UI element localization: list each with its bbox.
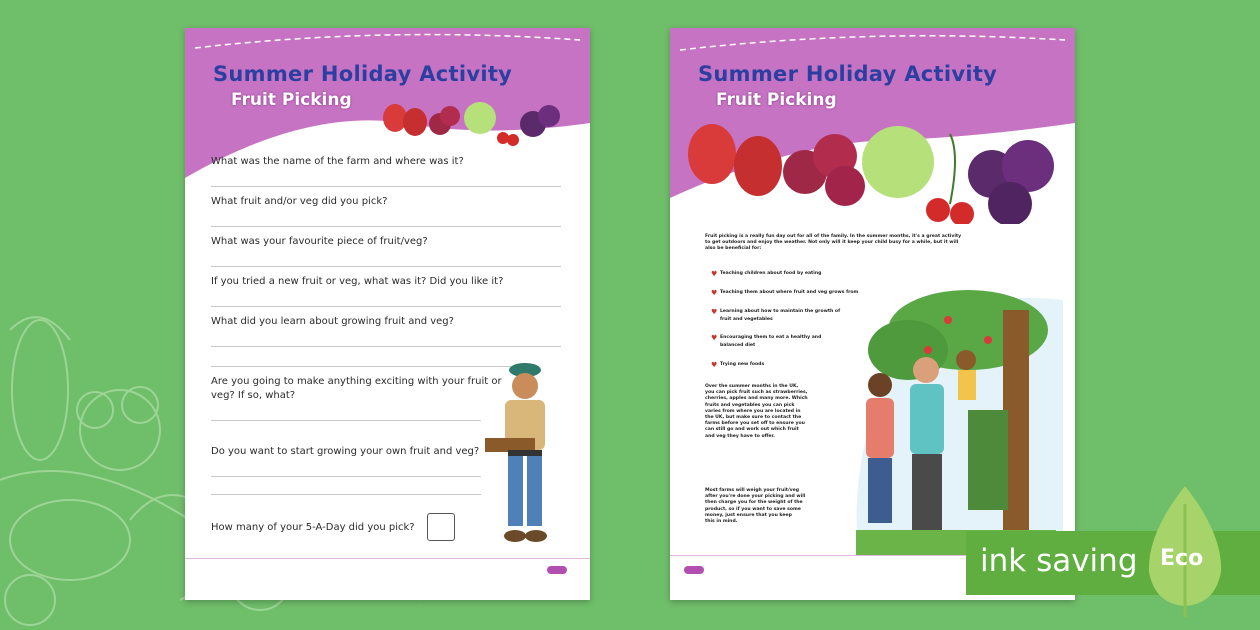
heart-bullet-icon: ♥ bbox=[711, 361, 718, 369]
paragraph-line: Most farms will weigh your fruit/veg bbox=[705, 488, 800, 493]
paragraph-line: fruits and vegetables you can pick bbox=[705, 402, 795, 408]
paragraph-line: product, so if you want to save some bbox=[705, 506, 801, 512]
question-2: What fruit and/or veg did you pick? bbox=[211, 196, 388, 207]
question-6: Are you going to make anything exciting with your fruit or bbox=[211, 376, 502, 387]
answer-line[interactable] bbox=[211, 476, 481, 477]
question-3: What was your favourite piece of fruit/veg? bbox=[211, 236, 428, 247]
heart-bullet-icon: ♥ bbox=[711, 289, 718, 297]
heart-bullet-icon: ♥ bbox=[711, 270, 718, 278]
bullet-item: Teaching children about food by eating bbox=[720, 271, 822, 276]
family-picking-apples-illustration bbox=[848, 290, 1063, 560]
page-title: Summer Holiday Activity bbox=[213, 62, 513, 86]
worksheet-questions-page bbox=[185, 28, 590, 600]
paragraph-line: this in mind. bbox=[705, 519, 738, 525]
paragraph-line: cherries, apples and many more. Which bbox=[705, 396, 808, 402]
answer-line[interactable] bbox=[211, 420, 481, 421]
intro-line: also be beneficial for: bbox=[705, 246, 762, 252]
question-7: Do you want to start growing your own fruit and veg? bbox=[211, 446, 480, 457]
answer-line[interactable] bbox=[211, 306, 561, 307]
answer-line[interactable] bbox=[211, 346, 561, 347]
question-5: What did you learn about growing fruit and veg? bbox=[211, 316, 454, 327]
heart-bullet-icon: ♥ bbox=[711, 308, 718, 316]
bullet-item-continued: balanced diet bbox=[720, 343, 756, 348]
ink-saving-label: ink saving bbox=[980, 543, 1138, 579]
question-1: What was the name of the farm and where was it? bbox=[211, 156, 464, 167]
paragraph-line: money, just ensure that you keep bbox=[705, 512, 792, 518]
page-subtitle: Fruit Picking bbox=[716, 90, 837, 110]
fruit-illustration bbox=[680, 114, 1070, 224]
answer-line[interactable] bbox=[211, 366, 511, 367]
answer-line[interactable] bbox=[211, 186, 561, 187]
paragraph-line: Over the summer months in the UK, bbox=[705, 384, 799, 389]
paragraph-line: and veg they have to offer. bbox=[705, 433, 775, 439]
page-subtitle: Fruit Picking bbox=[231, 90, 352, 110]
paragraph-line: farms before you set off to ensure you bbox=[705, 421, 805, 427]
eco-label: Eco bbox=[1160, 546, 1204, 571]
paragraph-3 bbox=[705, 488, 850, 525]
fruit-illustration bbox=[375, 96, 575, 156]
page-title: Summer Holiday Activity bbox=[698, 62, 998, 86]
farmer-illustration bbox=[480, 358, 570, 553]
bullet-item: Trying new foods bbox=[720, 362, 765, 367]
bullet-item: Teaching them about where fruit and veg grows from bbox=[720, 290, 859, 295]
answer-line[interactable] bbox=[211, 266, 561, 267]
brand-logo bbox=[547, 566, 567, 574]
paragraph-line: the UK, but make sure to contact the bbox=[705, 415, 802, 421]
question-6-continued: veg? If so, what? bbox=[211, 390, 296, 401]
question-4: If you tried a new fruit or veg, what was it? Did you like it? bbox=[211, 276, 504, 287]
footer-divider bbox=[185, 558, 590, 559]
paragraph-line: then charge you for the weight of the bbox=[705, 500, 803, 506]
intro-paragraph bbox=[705, 234, 1045, 253]
intro-line: Fruit picking is a really fun day out for all of the family. In the summer months, it's a great activity bbox=[705, 234, 962, 239]
bullet-item: Encouraging them to eat a healthy and bbox=[720, 335, 822, 340]
brand-logo bbox=[684, 566, 704, 574]
worksheet-info-page bbox=[670, 28, 1075, 600]
bullet-item: Learning about how to maintain the growth of bbox=[720, 309, 841, 314]
paragraph-line: can still go and work out which fruit bbox=[705, 427, 799, 433]
question-8: How many of your 5-A-Day did you pick? bbox=[211, 522, 415, 533]
intro-line: to get outdoors and enjoy the weather. Not only will it keep your child busy for a while, but it will bbox=[705, 240, 959, 246]
heart-bullet-icon: ♥ bbox=[711, 334, 718, 342]
answer-line[interactable] bbox=[211, 494, 481, 495]
paragraph-2 bbox=[705, 384, 850, 440]
paragraph-line: after you're done your picking and will bbox=[705, 494, 806, 500]
paragraph-line: varies from where you are located in bbox=[705, 408, 801, 414]
bullet-item-continued: fruit and vegetables bbox=[720, 317, 773, 322]
paragraph-line: you can pick fruit such as strawberries, bbox=[705, 390, 808, 396]
answer-line[interactable] bbox=[211, 226, 561, 227]
answer-box[interactable] bbox=[427, 513, 455, 541]
